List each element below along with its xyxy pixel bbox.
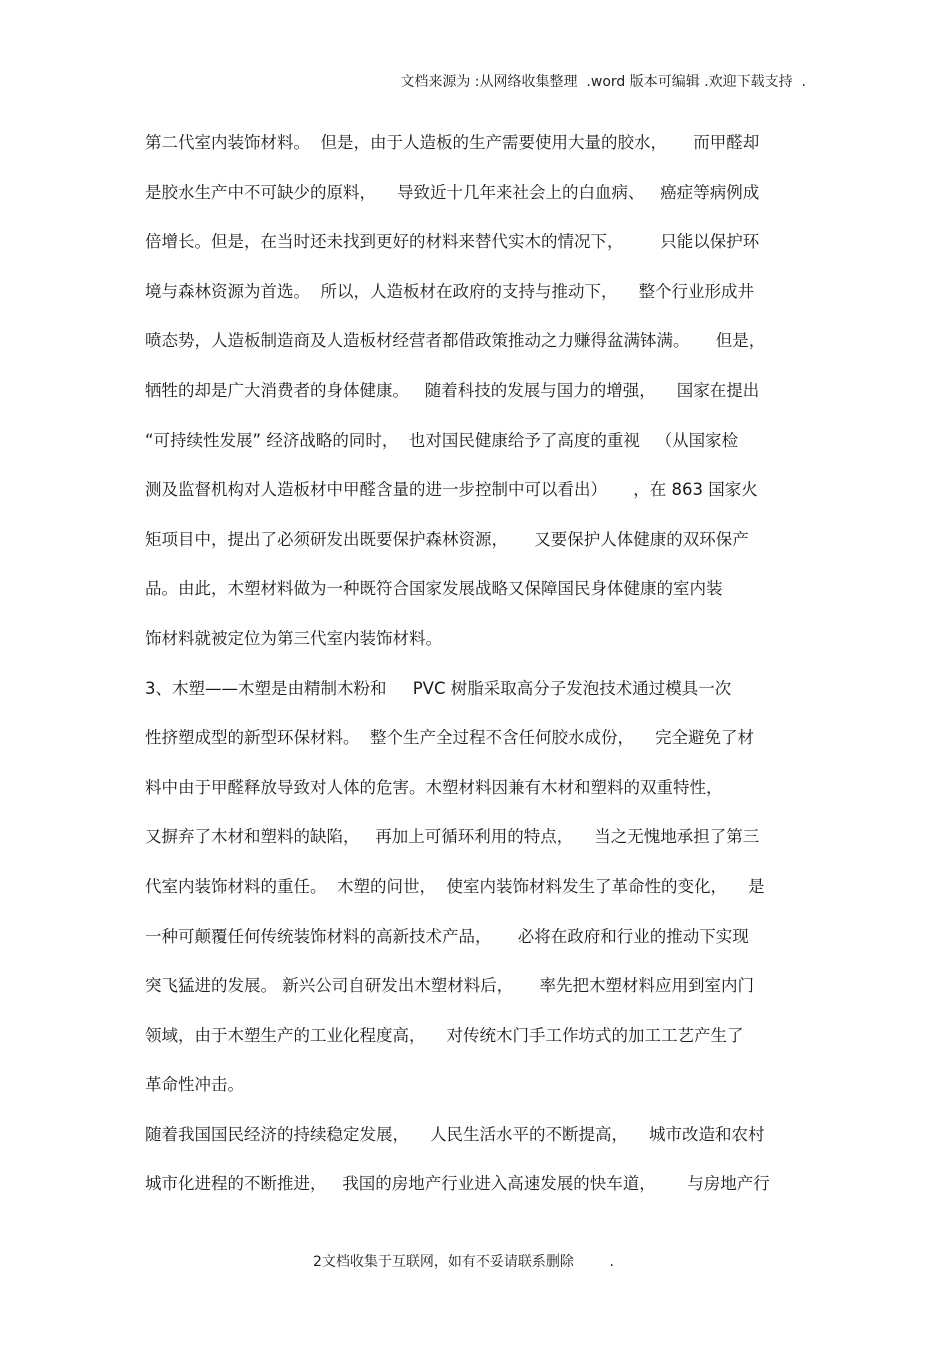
text-line: 3、木塑——木塑是由精制木粉和 PVC 树脂采取高分子发泡技术通过模具一次 (145, 678, 732, 698)
text-line: 倍增长。但是，在当时还未找到更好的材料来替代实木的情况下， 只能以保护环 (145, 232, 760, 252)
page-footer: 2文档收集于互联网，如有不妥请联系删除 . (313, 1254, 614, 1270)
text-line: 第二代室内装饰材料。 但是，由于人造板的生产需要使用大量的胶水， 而甲醛却 (145, 133, 760, 152)
text-line: 是胶水生产中不可缺少的原料， 导致近十几年来社会上的白血病、 癌症等病例成 (145, 182, 760, 202)
text-line: 领域，由于木塑生产的工业化程度高， 对传统木门手工作坊式的加工工艺产生了 (145, 1025, 744, 1045)
text-line: 又摒弃了木材和塑料的缺陷， 再加上可循环利用的特点， 当之无愧地承担了第三 (145, 827, 760, 847)
text-line: 性挤塑成型的新型环保材料。 整个生产全过程不含任何胶水成份， 完全避免了材 (145, 728, 754, 748)
text-line: 境与森林资源为首选。 所以，人造板材在政府的支持与推动下， 整个行业形成井 (145, 281, 754, 301)
text-line: 突飞猛进的发展。 新兴公司自研发出木塑材料后， 率先把木塑材料应用到室内门 (145, 976, 754, 996)
text-line: 测及监督机构对人造板材中甲醛含量的进一步控制中可以看出） ，在 863 国家火 (145, 480, 758, 500)
page-header: 文档来源为 :从网络收集整理 .word 版本可编辑 .欢迎下载支持 . (400, 74, 806, 90)
text-line: “可持续性发展” 经济战略的同时， 也对国民健康给予了高度的重视 （从国家检 (145, 430, 739, 450)
text-line: 随着我国国民经济的持续稳定发展， 人民生活水平的不断提高， 城市改造和农村 (145, 1124, 765, 1144)
text-line: 品。由此，木塑材料做为一种既符合国家发展战略又保障国民身体健康的室内装 (145, 579, 723, 599)
text-line: 料中由于甲醛释放导致对人体的危害。木塑材料因兼有木材和塑料的双重特性， (145, 777, 723, 797)
text-line: 代室内装饰材料的重任。 木塑的问世， 使室内装饰材料发生了革命性的变化， 是 (145, 876, 765, 896)
text-line: 城市化进程的不断推进， 我国的房地产行业进入高速发展的快车道， 与房地产行 (145, 1174, 770, 1194)
text-line: 革命性冲击。 (145, 1075, 244, 1095)
text-line: 饰材料就被定位为第三代室内装饰材料。 (145, 628, 442, 648)
text-line: 牺牲的却是广大消费者的身体健康。 随着科技的发展与国力的增强， 国家在提出 (145, 380, 760, 400)
text-line: 一种可颠覆任何传统装饰材料的高新技术产品， 必将在政府和行业的推动下实现 (145, 926, 749, 946)
text-line: 喷态势，人造板制造商及人造板材经营者都借政策推动之力赚得盆满钵满。 但是， (145, 331, 766, 351)
text-line: 矩项目中，提出了必须研发出既要保护森林资源， 又要保护人体健康的双环保产 (145, 529, 749, 549)
document-body (145, 128, 810, 1219)
